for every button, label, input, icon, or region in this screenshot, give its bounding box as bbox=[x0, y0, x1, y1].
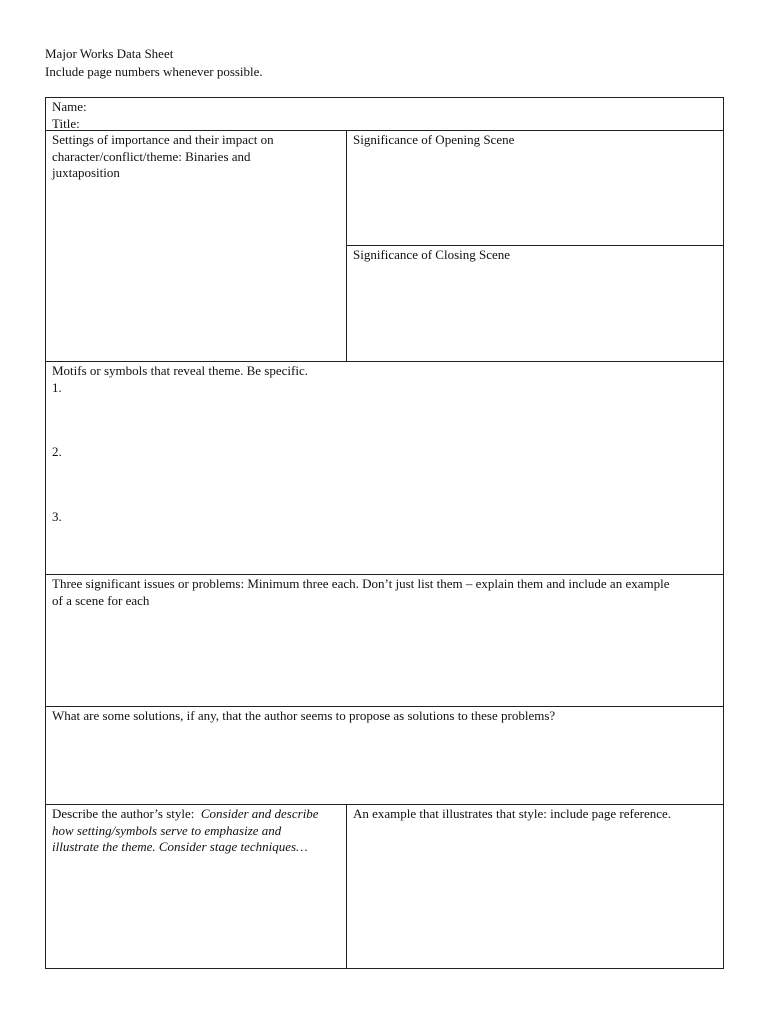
opening-scene-label: Significance of Opening Scene bbox=[353, 132, 515, 147]
settings-label-line-3: juxtaposition bbox=[52, 165, 120, 180]
style-label-line-1 bbox=[52, 806, 340, 823]
example-label: An example that illustrates that style: include page reference. bbox=[353, 806, 672, 821]
solutions-label: What are some solutions, if any, that the author seems to propose as solutions to these problems? bbox=[52, 708, 556, 723]
motif-item-3: 3. bbox=[52, 508, 62, 524]
title-label: Title: bbox=[52, 115, 80, 131]
motif-item-2: 2. bbox=[52, 444, 62, 459]
settings-label-line-2: character/conflict/theme: Binaries and bbox=[52, 148, 251, 164]
closing-scene-cell[interactable] bbox=[346, 245, 724, 362]
motifs-cell[interactable] bbox=[45, 361, 724, 575]
style-italic-3: illustrate the theme. Consider stage techniques… bbox=[52, 839, 308, 854]
settings-label-line-1: Settings of importance and their impact on bbox=[52, 132, 274, 147]
document-subtitle: Include page numbers whenever possible. bbox=[45, 64, 263, 79]
style-italic-2: how setting/symbols serve to emphasize and bbox=[52, 822, 282, 838]
motifs-heading: Motifs or symbols that reveal theme. Be specific. bbox=[52, 363, 308, 378]
issues-label-line-1: Three significant issues or problems: Minimum three each. Don’t just list them – explain them and include an example bbox=[52, 576, 670, 591]
solutions-cell[interactable] bbox=[45, 706, 724, 805]
name-label: Name: bbox=[52, 99, 87, 114]
style-label-line-2 bbox=[52, 823, 340, 840]
motif-item-1: 1. bbox=[52, 379, 62, 395]
issues-label-line-2: of a scene for each bbox=[52, 592, 150, 608]
style-lead: Describe the author’s style: bbox=[52, 806, 195, 821]
style-label-line-3 bbox=[52, 839, 340, 856]
document-title: Major Works Data Sheet bbox=[45, 46, 174, 61]
opening-scene-cell[interactable] bbox=[346, 130, 724, 247]
closing-scene-label: Significance of Closing Scene bbox=[353, 247, 511, 262]
settings-cell[interactable] bbox=[45, 130, 347, 362]
name-title-cell[interactable] bbox=[45, 97, 724, 131]
style-cell[interactable] bbox=[45, 804, 347, 969]
style-italic-1: Consider and describe bbox=[200, 806, 319, 821]
example-cell[interactable] bbox=[346, 804, 724, 969]
issues-cell[interactable] bbox=[45, 574, 724, 707]
